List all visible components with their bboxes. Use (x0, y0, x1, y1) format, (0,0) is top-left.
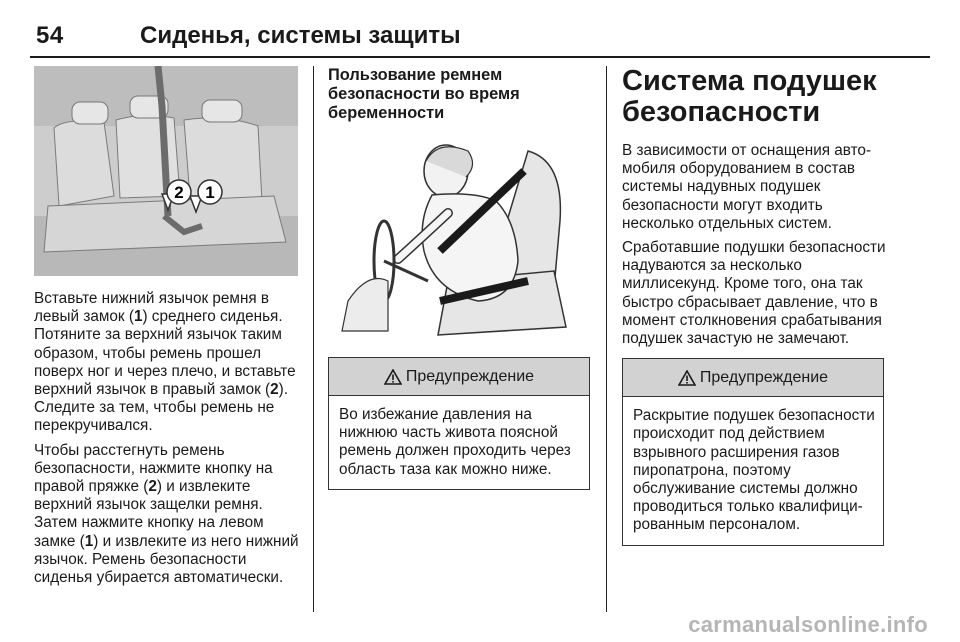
airbag-paragraph-1: В зависимости от оснащения автомобиля оборудованием в состав системы надувных подушек безопасности могут входить несколько отдельных систем. (622, 142, 872, 232)
column-3 (622, 66, 890, 546)
column-2 (328, 66, 592, 490)
warning-text: Во избежание давления на нижнюю часть живота поясной ремень должен проходить через область таза как можно ниже. (339, 406, 571, 478)
callout-1: 1 (205, 183, 215, 202)
warning-text: Раскрытие подушек безопасности происходит под действием взрывного расширения газов пиропатрона, поэтому обслуживание системы должно проводиться только квалифицированным персоналом. (633, 407, 875, 534)
column-divider-2 (606, 66, 607, 612)
header-divider (30, 56, 930, 58)
airbag-section-heading: Система подушек безопасности (622, 65, 877, 128)
instruction-paragraph-1: Вставьте нижний язычок ремня в левый замок (1) среднего сиденья. Потяните за верхний язычок таким образом, чтобы ремень прошел поверх ног и через плечо, и вставьте верхний язычок в правый замок (2). Следите за тем, чтобы ремень не перекручивался. (34, 290, 296, 435)
section-title: Сиденья, системы защиты (140, 22, 461, 49)
rear-seat-belt-figure (34, 66, 298, 276)
instruction-paragraph-2: Чтобы расстегнуть ремень безопасности, нажмите кнопку на правой пряжке (2) и извлеките верхний язычок защелки ремня. Затем нажмите кнопку на левом замке (1) и извлеките из него нижний язычок. Ремень безопасности сиденья убирается автоматически. (34, 441, 299, 587)
callout-2: 2 (174, 183, 184, 202)
watermark: carmanualsonline.info (688, 612, 928, 637)
warning-title: Предупреждение (405, 367, 535, 385)
warning-title: Предупреждение (699, 368, 829, 386)
pregnancy-warning-box (328, 357, 590, 490)
pregnancy-heading: Пользование ремнем безопасности во время беременности (328, 66, 520, 122)
airbag-paragraph-2: Сработавшие подушки безопасности надуваются за несколько миллисекунд. Кроме того, она так быстро сбрасывает давление, что в момент столкновения срабатывания подушек зачастую не замечают. (622, 239, 886, 348)
column-divider-1 (313, 66, 314, 612)
page-number: 54 (36, 22, 64, 49)
pregnant-woman-illustration (328, 131, 592, 341)
warning-header (623, 359, 883, 397)
warning-triangle-icon (678, 370, 696, 386)
rear-seat-illustration (34, 66, 298, 276)
page-header (30, 18, 930, 58)
pregnancy-belt-figure (328, 131, 592, 341)
warning-triangle-icon (384, 369, 402, 385)
warning-header (329, 358, 589, 396)
column-1 (34, 66, 302, 593)
airbag-warning-box (622, 358, 884, 545)
